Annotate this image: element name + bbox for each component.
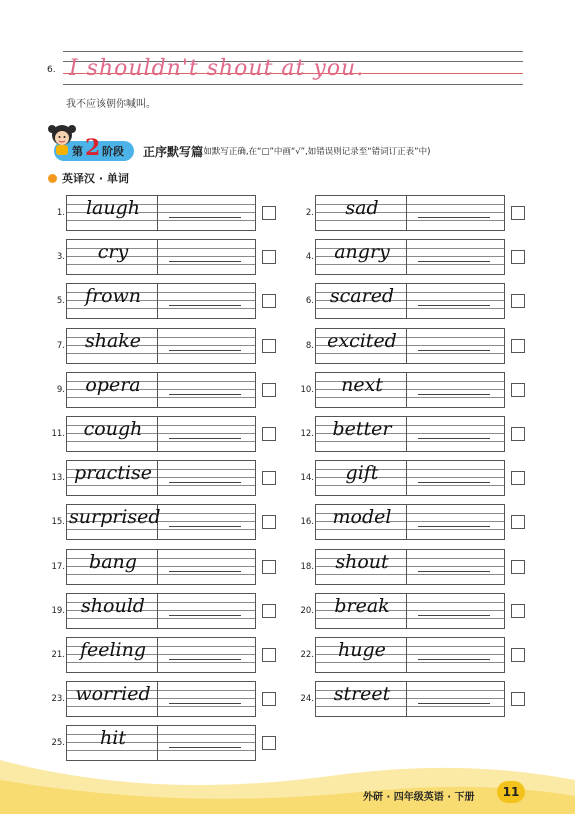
word-item [51, 460, 296, 502]
english-word: feeling [79, 639, 147, 661]
word-item [56, 283, 296, 325]
correct-checkbox[interactable] [511, 383, 525, 397]
correct-checkbox[interactable] [262, 250, 276, 264]
word-item [300, 637, 545, 679]
sentence-number: 6. [47, 65, 56, 75]
answer-blank[interactable] [169, 394, 241, 395]
word-number: 25. [51, 738, 65, 749]
word-item [56, 372, 296, 414]
page-number: 11 [497, 781, 525, 803]
correct-checkbox[interactable] [262, 560, 276, 574]
english-word: worried [75, 683, 151, 706]
word-number: 4. [305, 252, 314, 263]
section-title: 英译汉 · 单词 [62, 172, 129, 185]
word-number: 14. [300, 473, 314, 484]
answer-blank[interactable] [418, 482, 490, 483]
word-writing-box [315, 460, 505, 496]
correct-checkbox[interactable] [262, 471, 276, 485]
english-word: shout [335, 550, 389, 573]
correct-checkbox[interactable] [262, 339, 276, 353]
word-writing-box [315, 593, 505, 629]
word-item [300, 460, 545, 502]
word-writing-box [315, 549, 505, 585]
english-word: practise [74, 462, 152, 485]
answer-blank[interactable] [169, 438, 241, 439]
word-number: 24. [300, 694, 314, 705]
word-number: 8. [305, 340, 314, 351]
correct-checkbox[interactable] [511, 515, 525, 529]
word-number: 1. [56, 208, 65, 218]
english-word: break [334, 594, 390, 617]
word-writing-box [315, 283, 505, 319]
word-item [51, 549, 296, 591]
english-word: excited [327, 329, 397, 352]
answer-blank[interactable] [169, 350, 241, 351]
english-word: should [81, 594, 145, 617]
footer-wave-decoration [0, 740, 575, 814]
word-writing-box [66, 637, 256, 673]
english-word: surprised [69, 506, 161, 529]
english-word: better [332, 418, 392, 440]
word-item [300, 681, 545, 723]
word-writing-box [66, 460, 256, 496]
word-item [300, 372, 545, 414]
word-writing-box [66, 195, 256, 231]
stage-number: 2 [85, 135, 101, 161]
stage-instructions: (如默写正确,在“□”中画“√”,如错误则记录至“错词订正表”中) [200, 147, 431, 157]
answer-blank[interactable] [418, 526, 490, 527]
word-number: 13. [51, 473, 65, 484]
correct-checkbox[interactable] [262, 692, 276, 706]
answer-blank[interactable] [169, 703, 241, 704]
word-number: 17. [51, 561, 65, 572]
word-item [305, 328, 545, 370]
word-item [51, 637, 296, 679]
english-word: opera [85, 373, 141, 396]
english-word: angry [334, 241, 390, 264]
correct-checkbox[interactable] [262, 294, 276, 308]
sentence-translation: 我不应该朝你喊叫。 [66, 99, 156, 110]
correct-checkbox[interactable] [262, 604, 276, 618]
answer-blank[interactable] [418, 703, 490, 704]
answer-blank[interactable] [169, 659, 241, 660]
section-bullet-icon [48, 174, 57, 183]
word-number: 20. [300, 605, 314, 616]
correct-checkbox[interactable] [262, 515, 276, 529]
word-number: 2. [305, 208, 314, 218]
english-word: shake [84, 329, 142, 352]
word-number: 6. [305, 296, 314, 307]
english-word: hit [100, 727, 126, 750]
answer-blank[interactable] [418, 350, 490, 351]
answer-blank[interactable] [418, 261, 490, 262]
word-writing-box [315, 416, 505, 452]
answer-blank[interactable] [169, 261, 241, 262]
word-number: 12. [300, 429, 314, 439]
word-item [300, 549, 545, 591]
correct-checkbox[interactable] [511, 206, 525, 220]
word-writing-box [66, 239, 256, 275]
word-number: 11. [51, 429, 65, 439]
word-writing-box [66, 504, 256, 540]
english-word: scared [329, 285, 395, 308]
word-number: 19. [51, 605, 65, 616]
stage-suffix: 阶段 [102, 145, 124, 158]
correct-checkbox[interactable] [511, 560, 525, 574]
correct-checkbox[interactable] [511, 250, 525, 264]
word-number: 9. [56, 384, 65, 395]
footer-book-title: 外研 · 四年级英语 · 下册 [363, 792, 475, 803]
word-number: 10. [300, 384, 314, 395]
correct-checkbox[interactable] [262, 206, 276, 220]
word-writing-box [315, 637, 505, 673]
answer-blank[interactable] [169, 615, 241, 616]
word-number: 15. [51, 517, 65, 528]
answer-blank[interactable] [169, 526, 241, 527]
word-writing-box [315, 239, 505, 275]
word-item [56, 195, 296, 237]
word-number: 3. [56, 252, 65, 263]
correct-checkbox[interactable] [262, 383, 276, 397]
answer-blank[interactable] [169, 217, 241, 218]
word-number: 22. [300, 650, 314, 660]
english-word: laugh [85, 197, 141, 219]
word-item [51, 416, 296, 458]
word-item [51, 504, 296, 546]
answer-blank[interactable] [418, 571, 490, 572]
word-writing-box [315, 328, 505, 364]
word-item [305, 195, 545, 237]
correct-checkbox[interactable] [511, 294, 525, 308]
correct-checkbox[interactable] [511, 648, 525, 662]
word-writing-box [66, 283, 256, 319]
word-number: 18. [300, 561, 314, 572]
word-number: 7. [56, 340, 65, 351]
english-word: frown [84, 285, 142, 308]
word-writing-box [66, 328, 256, 364]
answer-blank[interactable] [169, 305, 241, 306]
answer-blank[interactable] [169, 571, 241, 572]
word-item [56, 239, 296, 281]
correct-checkbox[interactable] [511, 339, 525, 353]
stage-prefix: 第 [72, 145, 83, 158]
word-item [300, 416, 545, 458]
word-number: 21. [51, 650, 65, 660]
word-item [51, 681, 296, 723]
word-writing-box [315, 681, 505, 717]
word-writing-box [66, 372, 256, 408]
answer-blank[interactable] [169, 482, 241, 483]
word-item [300, 593, 545, 635]
answer-blank[interactable] [418, 615, 490, 616]
correct-checkbox[interactable] [262, 427, 276, 441]
english-word: sad [345, 197, 379, 219]
sentence-text: I shouldn't shout at you. [69, 56, 365, 81]
word-writing-box [66, 593, 256, 629]
word-writing-box [66, 549, 256, 585]
answer-blank[interactable] [418, 438, 490, 439]
english-word: model [332, 506, 392, 529]
english-word: next [341, 373, 383, 396]
english-word: cry [97, 241, 129, 264]
answer-blank[interactable] [418, 394, 490, 395]
english-word: huge [338, 639, 386, 661]
correct-checkbox[interactable] [511, 471, 525, 485]
word-writing-box [66, 681, 256, 717]
english-word: gift [345, 462, 379, 485]
word-writing-box [66, 416, 256, 452]
sentence-writing-lines [63, 51, 523, 89]
word-writing-box [315, 504, 505, 540]
stage-title: 正序默写篇 [143, 145, 204, 159]
english-word: cough [83, 418, 143, 440]
answer-blank[interactable] [418, 217, 490, 218]
correct-checkbox[interactable] [511, 427, 525, 441]
word-item [51, 593, 296, 635]
correct-checkbox[interactable] [511, 692, 525, 706]
answer-blank[interactable] [418, 659, 490, 660]
english-word: bang [89, 550, 137, 573]
answer-blank[interactable] [418, 305, 490, 306]
word-writing-box [315, 372, 505, 408]
word-item [56, 328, 296, 370]
word-number: 16. [300, 517, 314, 528]
word-item [305, 283, 545, 325]
word-number: 5. [56, 296, 65, 307]
correct-checkbox[interactable] [262, 648, 276, 662]
word-item [305, 239, 545, 281]
correct-checkbox[interactable] [511, 604, 525, 618]
word-number: 23. [51, 694, 65, 705]
word-writing-box [315, 195, 505, 231]
english-word: street [333, 683, 391, 706]
word-item [300, 504, 545, 546]
